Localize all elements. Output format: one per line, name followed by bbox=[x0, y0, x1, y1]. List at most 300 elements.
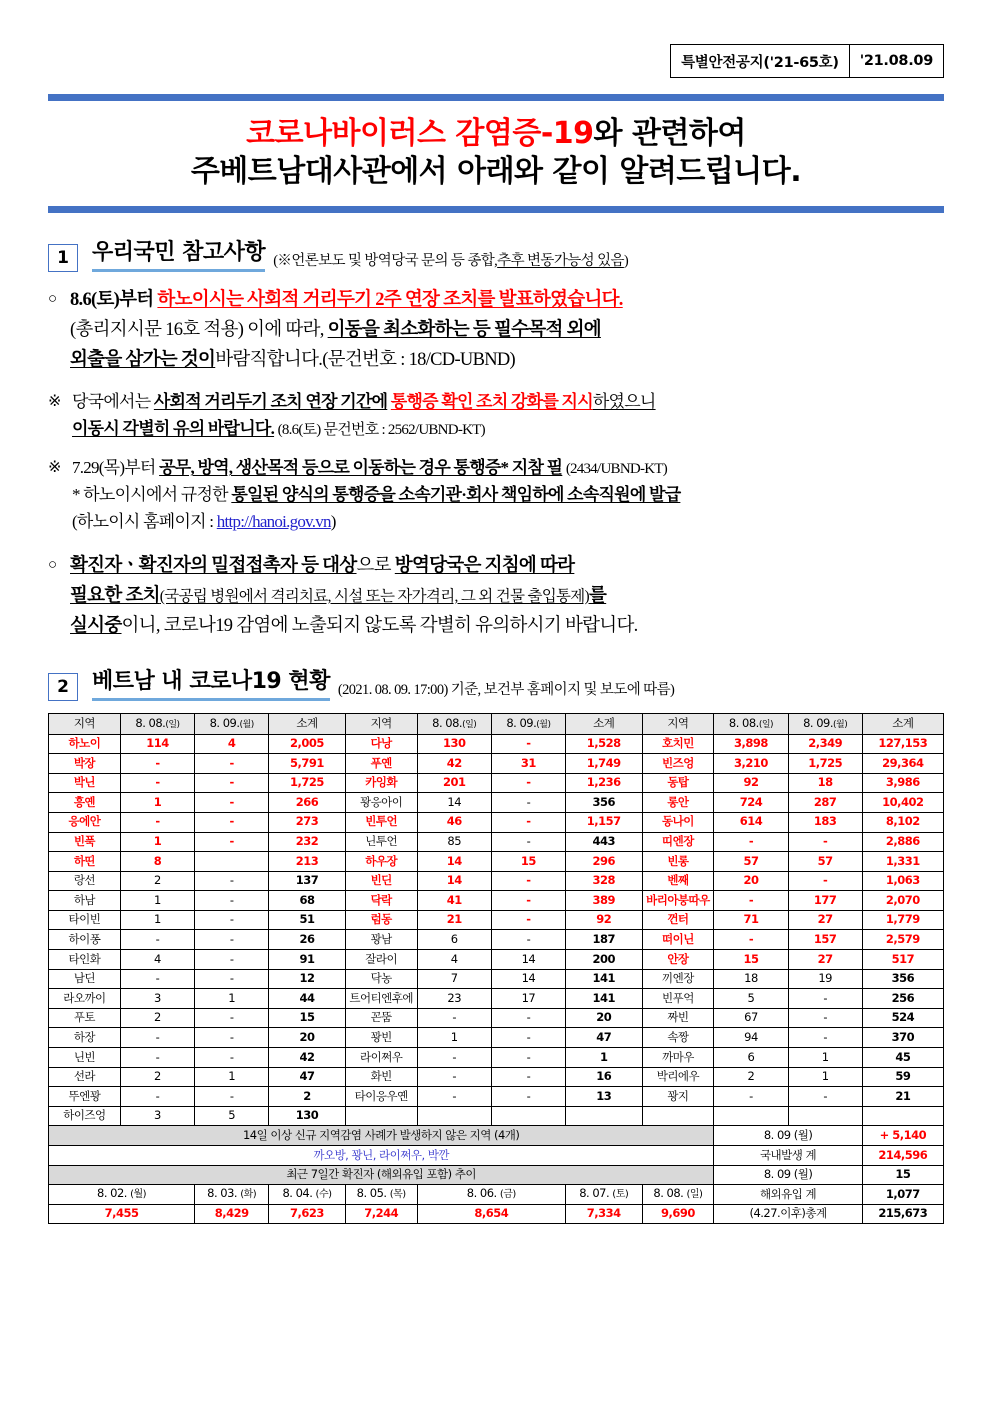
cell-subtotal: 266 bbox=[269, 793, 346, 813]
cell-day1: 3 bbox=[120, 1106, 194, 1126]
cell-subtotal bbox=[862, 1106, 943, 1126]
cell-day1: 1 bbox=[120, 832, 194, 852]
section-2-number: 2 bbox=[48, 673, 78, 701]
note-2-line-2 bbox=[72, 481, 944, 508]
cell-day1: - bbox=[417, 1087, 491, 1107]
cell-trend-date: 8. 04. (수) bbox=[269, 1185, 346, 1205]
summary-domestic-label: 국내발생 계 bbox=[714, 1146, 862, 1166]
cell-trend-date: 8. 05. (목) bbox=[345, 1185, 417, 1205]
th-day2-2-dow: (월) bbox=[536, 719, 551, 730]
bullet-2-authority: 방역당국은 지침에 따라 bbox=[394, 555, 575, 576]
cell-day1: 4 bbox=[120, 950, 194, 970]
cell-region: 동나이 bbox=[642, 812, 714, 832]
cell-subtotal: 1,157 bbox=[566, 812, 643, 832]
table-row bbox=[49, 950, 944, 970]
cell-day1: 92 bbox=[714, 773, 788, 793]
cell-day2: - bbox=[195, 1008, 269, 1028]
cell-subtotal: 29,364 bbox=[862, 754, 943, 774]
cell-subtotal: 1,725 bbox=[269, 773, 346, 793]
table-row bbox=[49, 930, 944, 950]
cell-day2: 157 bbox=[788, 930, 862, 950]
cell-region: 호치민 bbox=[642, 734, 714, 754]
th-day1-1-dow: (일) bbox=[165, 719, 180, 730]
cell-region: 다낭 bbox=[345, 734, 417, 754]
cell-day1: 3,210 bbox=[714, 754, 788, 774]
cell-subtotal: 200 bbox=[566, 950, 643, 970]
cell-day1: 201 bbox=[417, 773, 491, 793]
bullet-item-1-body bbox=[70, 286, 944, 376]
cell-subtotal: 3,986 bbox=[862, 773, 943, 793]
bullet-1-date: 8.6(토)부터 bbox=[70, 289, 154, 310]
cell-day2: 18 bbox=[788, 773, 862, 793]
th-region-3: 지역 bbox=[642, 713, 714, 734]
cell-day1: - bbox=[120, 1048, 194, 1068]
bullet-marker-2: ○ bbox=[48, 556, 58, 573]
cell-day2: - bbox=[788, 989, 862, 1009]
cell-region: 하우장 bbox=[345, 852, 417, 872]
cell-subtotal: 356 bbox=[862, 969, 943, 989]
cell-day1: 2 bbox=[714, 1067, 788, 1087]
bullet-item-1 bbox=[48, 286, 944, 376]
cell-day2: - bbox=[788, 871, 862, 891]
document-title bbox=[48, 101, 944, 198]
cell-trend-date: 8. 02. (월) bbox=[49, 1185, 195, 1205]
notice-date-label: '21.08.09 bbox=[859, 53, 933, 69]
cell-day1: 46 bbox=[417, 812, 491, 832]
cell-subtotal: 256 bbox=[862, 989, 943, 1009]
cell-day1: 7 bbox=[417, 969, 491, 989]
section-1-note-close: ) bbox=[623, 252, 629, 269]
bullet-1-highlight: 하노이시는 사회적 거리두기 2주 연장 조치를 발표하였습니다. bbox=[157, 289, 623, 310]
cell-day2: - bbox=[788, 1087, 862, 1107]
cell-region: 닌빈 bbox=[49, 1048, 121, 1068]
cell-region: 하이퐁 bbox=[49, 930, 121, 950]
table-row bbox=[49, 734, 944, 754]
cell-subtotal: 443 bbox=[566, 832, 643, 852]
cell-subtotal: 130 bbox=[269, 1106, 346, 1126]
cell-day2: 15 bbox=[491, 852, 565, 872]
cell-region bbox=[345, 1106, 417, 1126]
cell-region: 까마우 bbox=[642, 1048, 714, 1068]
cell-day1: - bbox=[120, 969, 194, 989]
cell-subtotal: 1,749 bbox=[566, 754, 643, 774]
cell-day1: 2 bbox=[120, 871, 194, 891]
cell-day1: 6 bbox=[714, 1048, 788, 1068]
cell-subtotal: 16 bbox=[566, 1067, 643, 1087]
cell-subtotal: 232 bbox=[269, 832, 346, 852]
cell-subtotal: 68 bbox=[269, 891, 346, 911]
cell-day2: - bbox=[491, 1008, 565, 1028]
cell-subtotal: 13 bbox=[566, 1087, 643, 1107]
th-day2-2 bbox=[491, 713, 565, 734]
cell-subtotal: 44 bbox=[269, 989, 346, 1009]
bullet-1-docnum: (문건번호 : 18/CD-UBND) bbox=[322, 349, 516, 370]
cell-trend-value: 7,334 bbox=[566, 1204, 643, 1224]
cell-day1: - bbox=[714, 891, 788, 911]
cell-day2: - bbox=[195, 754, 269, 774]
table-row bbox=[49, 1067, 944, 1087]
cell-day1: - bbox=[417, 1067, 491, 1087]
th-day2-3-dow: (월) bbox=[833, 719, 848, 730]
cell-day2: - bbox=[491, 871, 565, 891]
table-row bbox=[49, 871, 944, 891]
cell-region: 속짱 bbox=[642, 1028, 714, 1048]
cell-region: 빈딘 bbox=[345, 871, 417, 891]
cell-day2: - bbox=[491, 1028, 565, 1048]
cell-trend-value: 9,690 bbox=[642, 1204, 714, 1224]
cell-day2: 183 bbox=[788, 812, 862, 832]
th-subtotal-2: 소계 bbox=[566, 713, 643, 734]
cell-subtotal: 21 bbox=[862, 1087, 943, 1107]
section-1-title-wrap bbox=[92, 235, 265, 272]
table-row bbox=[49, 1028, 944, 1048]
cell-day1: 3 bbox=[120, 989, 194, 1009]
cell-region: 끼엔장 bbox=[642, 969, 714, 989]
cell-region: 남딘 bbox=[49, 969, 121, 989]
cell-day1: 114 bbox=[120, 734, 194, 754]
cell-subtotal: 51 bbox=[269, 910, 346, 930]
cell-day2: - bbox=[195, 891, 269, 911]
th-day2-1 bbox=[195, 713, 269, 734]
cell-subtotal: 1,063 bbox=[862, 871, 943, 891]
cell-day1: 41 bbox=[417, 891, 491, 911]
th-day2-1-date: 8. 09. bbox=[209, 715, 240, 730]
cell-day2: 31 bbox=[491, 754, 565, 774]
table-row bbox=[49, 1087, 944, 1107]
cell-day2: - bbox=[195, 969, 269, 989]
table-body bbox=[49, 734, 944, 1126]
title-line-1-suffix: 와 관련하여 bbox=[593, 116, 746, 151]
cell-subtotal: 517 bbox=[862, 950, 943, 970]
cell-trend-date: 8. 03. (화) bbox=[195, 1185, 269, 1205]
cell-subtotal: 187 bbox=[566, 930, 643, 950]
cell-region: 뚜엔꽝 bbox=[49, 1087, 121, 1107]
cell-day1: 21 bbox=[417, 910, 491, 930]
cell-subtotal: 8,102 bbox=[862, 812, 943, 832]
cell-region: 선라 bbox=[49, 1067, 121, 1087]
cell-trend-value: 7,244 bbox=[345, 1204, 417, 1224]
cell-region: 흥옌 bbox=[49, 793, 121, 813]
cell-region: 하띤 bbox=[49, 852, 121, 872]
summary-row bbox=[49, 1126, 944, 1146]
cell-region: 박닌 bbox=[49, 773, 121, 793]
section-2-note: (2021. 08. 09. 17:00) 기준, 보건부 홈페이지 및 보도에 따름) bbox=[337, 681, 675, 698]
cell-subtotal: 10,402 bbox=[862, 793, 943, 813]
cell-subtotal: 59 bbox=[862, 1067, 943, 1087]
bullet-2-particle: 으로 bbox=[356, 555, 391, 576]
table-row bbox=[49, 793, 944, 813]
cell-day2: - bbox=[491, 832, 565, 852]
cell-day2: - bbox=[195, 832, 269, 852]
cell-day1: 4 bbox=[417, 950, 491, 970]
cell-day1: 71 bbox=[714, 910, 788, 930]
cell-day2: 4 bbox=[195, 734, 269, 754]
cell-subtotal: 524 bbox=[862, 1008, 943, 1028]
cell-region: 하이즈엉 bbox=[49, 1106, 121, 1126]
cell-region: 하노이 bbox=[49, 734, 121, 754]
cell-day1: 18 bbox=[714, 969, 788, 989]
cell-day2: 1 bbox=[195, 989, 269, 1009]
cell-region: 트어티엔후에 bbox=[345, 989, 417, 1009]
cell-region: 화빈 bbox=[345, 1067, 417, 1087]
cell-day2: 1 bbox=[788, 1067, 862, 1087]
cell-subtotal bbox=[566, 1106, 643, 1126]
cell-day1: 1 bbox=[120, 891, 194, 911]
summary-row bbox=[49, 1146, 944, 1166]
table-header-row bbox=[49, 713, 944, 734]
cell-day1: 1 bbox=[120, 793, 194, 813]
th-day1-2 bbox=[417, 713, 491, 734]
cell-region: 타이빈 bbox=[49, 910, 121, 930]
table-row bbox=[49, 852, 944, 872]
cell-day1: - bbox=[120, 930, 194, 950]
th-day1-3-dow: (일) bbox=[758, 719, 774, 730]
cell-day2: 57 bbox=[788, 852, 862, 872]
cell-day2 bbox=[491, 1106, 565, 1126]
cell-day2: - bbox=[195, 930, 269, 950]
cell-day1: 14 bbox=[417, 852, 491, 872]
summary-domestic-total: 214,596 bbox=[862, 1146, 943, 1166]
cell-trend-date: 8. 08. (일) bbox=[642, 1185, 714, 1205]
th-day2-1-dow: (월) bbox=[239, 719, 254, 730]
cell-region: 타인화 bbox=[49, 950, 121, 970]
cell-subtotal: 2 bbox=[269, 1087, 346, 1107]
section-1-note bbox=[273, 249, 628, 272]
cell-day2: - bbox=[491, 793, 565, 813]
cell-region: 하남 bbox=[49, 891, 121, 911]
cell-day1: - bbox=[714, 1087, 788, 1107]
cell-subtotal: 127,153 bbox=[862, 734, 943, 754]
table-row bbox=[49, 969, 944, 989]
cell-day1: 6 bbox=[417, 930, 491, 950]
cell-day2: - bbox=[195, 1028, 269, 1048]
note-2-sub-marker: * bbox=[72, 485, 80, 505]
cell-region: 꽝지 bbox=[642, 1087, 714, 1107]
cell-region: 푸토 bbox=[49, 1008, 121, 1028]
note-1-bold-1: 사회적 거리두기 조치 연장 기간에 bbox=[153, 391, 388, 411]
trend-date-dow: (수) bbox=[315, 1189, 332, 1201]
cell-region: 잘라이 bbox=[345, 950, 417, 970]
note-1-subject: 당국에서는 bbox=[72, 391, 151, 411]
note-2-bold: 공무, 방역, 생산목적 등으로 이동하는 경우 통행증* 지참 필 bbox=[159, 458, 563, 478]
note-item-1-body bbox=[72, 388, 944, 442]
cell-subtotal: 273 bbox=[269, 812, 346, 832]
cell-day1: - bbox=[417, 1008, 491, 1028]
cell-trend-value: 8,654 bbox=[417, 1204, 565, 1224]
cell-region: 짜빈 bbox=[642, 1008, 714, 1028]
cell-day1: 14 bbox=[417, 793, 491, 813]
bullet-1-line-2-bold: 이동을 최소화하는 등 필수목적 외에 bbox=[327, 319, 601, 340]
covid-statistics-table bbox=[48, 713, 944, 1225]
cell-day2: - bbox=[491, 773, 565, 793]
section-1-note-underline: 추후 변동가능성 있음 bbox=[497, 252, 624, 269]
bullet-2-line-1 bbox=[70, 552, 944, 582]
cell-day1: 67 bbox=[714, 1008, 788, 1028]
cell-day1: - bbox=[120, 1087, 194, 1107]
cell-subtotal: 2,886 bbox=[862, 832, 943, 852]
cell-day2: 14 bbox=[491, 950, 565, 970]
cell-subtotal: 137 bbox=[269, 871, 346, 891]
note-1-line-1 bbox=[72, 388, 944, 415]
cell-region: 벤째 bbox=[642, 871, 714, 891]
summary-no-case-label: 14일 이상 신규 지역감염 사례가 발생하지 않은 지역 (4개) bbox=[49, 1126, 714, 1146]
note-2-date: 7.29(목)부터 bbox=[72, 458, 156, 478]
table-row bbox=[49, 910, 944, 930]
cell-day1: - bbox=[714, 832, 788, 852]
section-1-heading bbox=[48, 235, 944, 272]
summary-imported-today: 15 bbox=[862, 1165, 943, 1185]
cell-subtotal: 141 bbox=[566, 969, 643, 989]
th-day2-3-date: 8. 09. bbox=[803, 715, 833, 730]
cell-subtotal: 47 bbox=[269, 1067, 346, 1087]
cell-day2: - bbox=[491, 734, 565, 754]
cell-day2: - bbox=[195, 950, 269, 970]
cell-region: 꽝빈 bbox=[345, 1028, 417, 1048]
cell-day1: 3,898 bbox=[714, 734, 788, 754]
cell-subtotal: 2,070 bbox=[862, 891, 943, 911]
cell-day2 bbox=[195, 852, 269, 872]
note-1-tail: 하였으니 bbox=[592, 391, 656, 411]
summary-row bbox=[49, 1165, 944, 1185]
cell-subtotal: 141 bbox=[566, 989, 643, 1009]
cell-subtotal: 328 bbox=[566, 871, 643, 891]
cell-day1: 8 bbox=[120, 852, 194, 872]
note-item-1 bbox=[48, 388, 944, 442]
cell-subtotal: 213 bbox=[269, 852, 346, 872]
cell-subtotal: 20 bbox=[269, 1028, 346, 1048]
bullet-2-measure-detail: (국공립 병원에서 격리치료, 시설 또는 자가격리, 그 외 건물 출입통제) bbox=[159, 587, 590, 605]
cell-day2: - bbox=[491, 1067, 565, 1087]
section-2-title: 베트남 내 코로나19 현황 bbox=[92, 668, 330, 694]
cell-region: 빈푸억 bbox=[642, 989, 714, 1009]
cell-region: 롱안 bbox=[642, 793, 714, 813]
trend-dates-row bbox=[49, 1185, 944, 1205]
trend-values-row bbox=[49, 1204, 944, 1224]
cell-subtotal: 12 bbox=[269, 969, 346, 989]
bullet-marker: ○ bbox=[48, 290, 58, 307]
notice-number-label: 특별안전공지('21-65호) bbox=[671, 45, 850, 77]
section-1-body bbox=[48, 286, 944, 642]
cell-subtotal: 389 bbox=[566, 891, 643, 911]
header-stamp-box bbox=[670, 44, 944, 78]
note-marker-2: ※ bbox=[48, 459, 62, 477]
cell-day2: 14 bbox=[491, 969, 565, 989]
cell-trend-date: 8. 07. (토) bbox=[566, 1185, 643, 1205]
summary-date-2: 8. 09 (월) bbox=[714, 1165, 862, 1185]
cell-subtotal: 5,791 bbox=[269, 754, 346, 774]
cell-day2: - bbox=[788, 1008, 862, 1028]
summary-date-1: 8. 09 (월) bbox=[714, 1126, 862, 1146]
cell-subtotal: 1,331 bbox=[862, 852, 943, 872]
cell-region: 타이응우옌 bbox=[345, 1087, 417, 1107]
th-day1-1-date: 8. 08. bbox=[135, 715, 166, 730]
cell-day2: 287 bbox=[788, 793, 862, 813]
cell-trend-value: 8,429 bbox=[195, 1204, 269, 1224]
bullet-1-line-3 bbox=[70, 346, 944, 376]
cell-day2: 1 bbox=[788, 1048, 862, 1068]
cell-day2: - bbox=[788, 832, 862, 852]
trend-date-dow: (금) bbox=[499, 1189, 516, 1201]
table-row bbox=[49, 832, 944, 852]
summary-imported-label: 해외유입 계 bbox=[714, 1185, 862, 1205]
cell-day2: 1,725 bbox=[788, 754, 862, 774]
cell-day1 bbox=[714, 1106, 788, 1126]
note-1-bold-2: 이동시 각별히 유의 바랍니다. bbox=[72, 418, 275, 438]
cell-region: 닥농 bbox=[345, 969, 417, 989]
hanoi-gov-link[interactable]: http://hanoi.gov.vn bbox=[216, 512, 331, 532]
cell-region: 닌투언 bbox=[345, 832, 417, 852]
cell-region: 빈푹 bbox=[49, 832, 121, 852]
cell-day2: - bbox=[491, 1087, 565, 1107]
cell-subtotal: 1,236 bbox=[566, 773, 643, 793]
trend-date-dow: (토) bbox=[612, 1189, 629, 1201]
cell-subtotal: 370 bbox=[862, 1028, 943, 1048]
cell-subtotal: 296 bbox=[566, 852, 643, 872]
cell-region: 빈롱 bbox=[642, 852, 714, 872]
summary-grand-label: (4.27.이후)총계 bbox=[714, 1204, 862, 1224]
note-2-url-prefix: (하노이시 홈페이지 : bbox=[72, 512, 217, 532]
th-region-1: 지역 bbox=[49, 713, 121, 734]
th-day1-2-date: 8. 08. bbox=[432, 715, 463, 730]
cell-day2: - bbox=[491, 891, 565, 911]
cell-region: 럼동 bbox=[345, 910, 417, 930]
covid-statistics-table-wrap bbox=[48, 713, 944, 1225]
cell-subtotal: 20 bbox=[566, 1008, 643, 1028]
cell-day1: 14 bbox=[417, 871, 491, 891]
summary-imported-total: 1,077 bbox=[862, 1185, 943, 1205]
trend-date-dow: (월) bbox=[130, 1189, 147, 1201]
note-2-docnum: (2434/UBND-KT) bbox=[565, 461, 667, 478]
th-day1-3 bbox=[714, 713, 788, 734]
table-row bbox=[49, 1106, 944, 1126]
bullet-2-status: 실시중 bbox=[70, 615, 122, 636]
note-item-2-body bbox=[72, 454, 944, 536]
cell-day2: - bbox=[195, 910, 269, 930]
cell-day2: 5 bbox=[195, 1106, 269, 1126]
cell-day2: 1 bbox=[195, 1067, 269, 1087]
cell-region: 라이쩌우 bbox=[345, 1048, 417, 1068]
cell-day2: 2,349 bbox=[788, 734, 862, 754]
cell-day1: 20 bbox=[714, 871, 788, 891]
cell-day1: 130 bbox=[417, 734, 491, 754]
trend-date-dow: (일) bbox=[686, 1189, 703, 1201]
cell-day1: 724 bbox=[714, 793, 788, 813]
cell-day1: 1 bbox=[120, 910, 194, 930]
cell-day2: 27 bbox=[788, 910, 862, 930]
cell-trend-value: 7,455 bbox=[49, 1204, 195, 1224]
cell-day2: 17 bbox=[491, 989, 565, 1009]
section-1-title: 우리국민 참고사항 bbox=[92, 239, 266, 265]
cell-subtotal: 92 bbox=[566, 910, 643, 930]
cell-region: 라오까이 bbox=[49, 989, 121, 1009]
cell-day1: 94 bbox=[714, 1028, 788, 1048]
table-row bbox=[49, 1008, 944, 1028]
cell-subtotal: 1,528 bbox=[566, 734, 643, 754]
trend-date-dow: (화) bbox=[240, 1189, 257, 1201]
cell-day1: 5 bbox=[714, 989, 788, 1009]
bullet-1-line-3-bold: 외출을 삼가는 것이 bbox=[70, 349, 216, 370]
cell-day2: - bbox=[491, 1048, 565, 1068]
cell-region bbox=[642, 1106, 714, 1126]
table-row bbox=[49, 989, 944, 1009]
cell-day1: - bbox=[120, 754, 194, 774]
bullet-item-2-body bbox=[70, 552, 944, 642]
cell-day1: 15 bbox=[714, 950, 788, 970]
cell-region: 바리아붕따우 bbox=[642, 891, 714, 911]
cell-region: 빈투언 bbox=[345, 812, 417, 832]
cell-day2: - bbox=[491, 910, 565, 930]
cell-day1: - bbox=[120, 812, 194, 832]
